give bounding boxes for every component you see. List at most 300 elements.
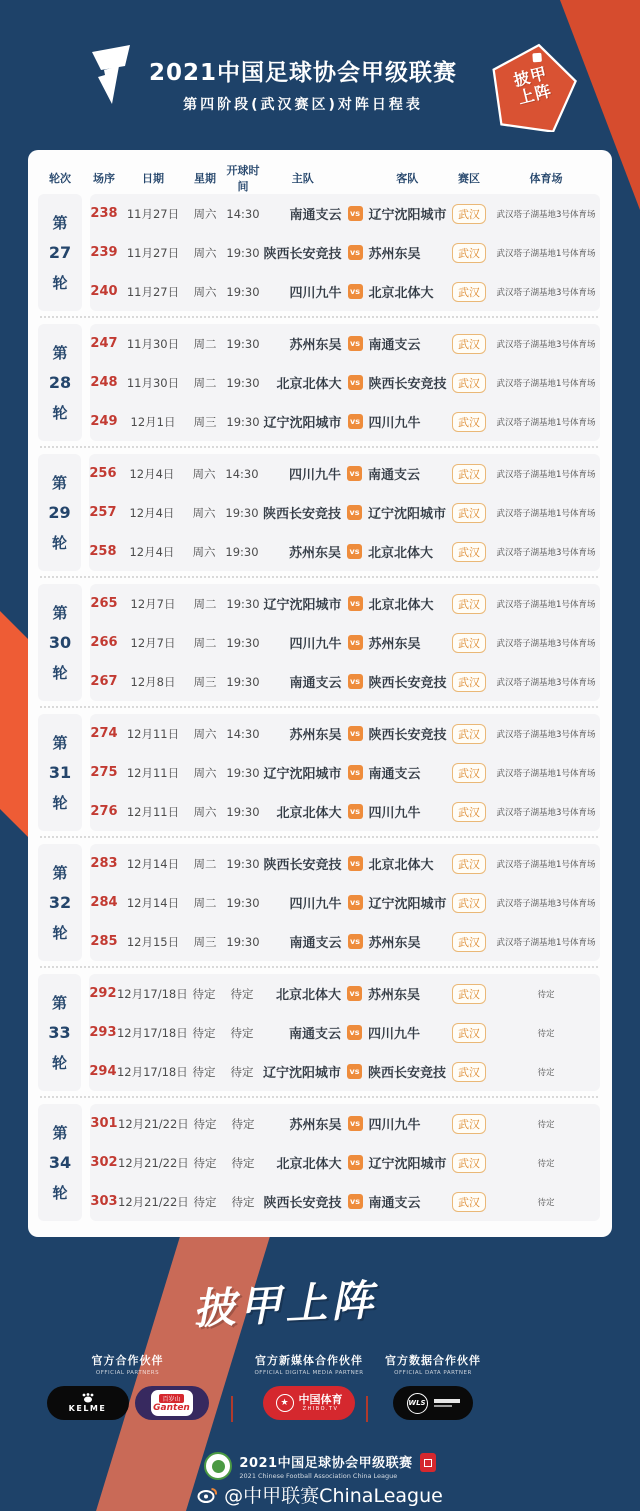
- round-block: [38, 974, 600, 1091]
- region-badge: 武汉: [452, 243, 486, 263]
- away-team: 陕西长安竞技: [367, 1066, 446, 1081]
- match-number: 276: [90, 804, 118, 819]
- match-weekday: 待定: [193, 1155, 217, 1170]
- kickoff-time: 19:30: [226, 375, 260, 390]
- region-badge: 武汉: [452, 633, 486, 653]
- home-team: 辽宁沈阳城市: [263, 767, 342, 782]
- home-team: 辽宁沈阳城市: [262, 1066, 341, 1081]
- round-number: 29: [48, 503, 71, 522]
- match-date: 12月21/22日: [118, 1194, 189, 1209]
- stadium: 武汉塔子湖基地1号体育场: [496, 417, 596, 428]
- round-char: 第: [52, 214, 68, 232]
- round-char: 第: [52, 864, 68, 882]
- region-cell: [446, 1023, 492, 1043]
- gutter: [82, 584, 90, 701]
- match-number: 285: [90, 934, 118, 949]
- match-row: [90, 662, 600, 701]
- away-team: 北京北体大: [367, 546, 433, 561]
- away-team-cell: [368, 464, 446, 483]
- match-date: 12月7日: [130, 596, 176, 611]
- kickoff-time: 14:30: [226, 726, 260, 741]
- region-cell: [446, 854, 492, 874]
- zhibo-tv-logo: [263, 1386, 355, 1420]
- region-cell: [446, 1192, 492, 1212]
- region-badge: 武汉: [452, 1153, 486, 1173]
- match-row: [89, 532, 600, 571]
- kickoff-time: 19:30: [226, 336, 260, 351]
- stadium: 武汉塔子湖基地3号体育场: [496, 638, 596, 649]
- match-row: [90, 883, 600, 922]
- gutter: [82, 194, 90, 311]
- region-badge: 武汉: [452, 984, 486, 1004]
- home-team-cell: [264, 802, 342, 821]
- kickoff-time: 14:30: [225, 466, 259, 481]
- col-header: 轮次: [49, 172, 71, 185]
- poster-subtitle: 第四阶段(武汉赛区)对阵日程表: [183, 97, 423, 113]
- vs-badge: vs: [347, 505, 362, 520]
- match-number: 292: [89, 986, 117, 1001]
- ganten-cn-label: 百岁山: [159, 1394, 183, 1403]
- region-badge: 武汉: [452, 542, 486, 562]
- vs-badge: vs: [348, 336, 363, 351]
- star-icon: ★: [276, 1394, 294, 1412]
- away-team: 四川九牛: [368, 416, 421, 431]
- away-team-cell: [369, 672, 447, 691]
- vs-badge: vs: [348, 1194, 363, 1209]
- match-date: 12月11日: [126, 726, 180, 741]
- match-weekday: 周六: [193, 206, 217, 221]
- away-team-cell: [369, 243, 447, 262]
- partner-subheading: OFFICIAL DATA PARTNER: [394, 1370, 472, 1376]
- away-team: 苏州东吴: [368, 637, 421, 652]
- round-matches: [90, 1104, 600, 1221]
- vs-badge: vs: [347, 1025, 362, 1040]
- match-number: 239: [90, 245, 118, 260]
- zhibo-cn-label: 中国体育: [298, 1392, 343, 1406]
- round-number: 34: [48, 1153, 72, 1172]
- away-team: 四川九牛: [368, 806, 421, 821]
- home-team-cell: [263, 542, 341, 561]
- weibo-icon: [197, 1486, 219, 1503]
- home-team-cell: [264, 1192, 342, 1211]
- round-label: [38, 1104, 82, 1221]
- partner-group-digital-media: [245, 1352, 373, 1420]
- home-team: 陕西长安竞技: [263, 247, 342, 262]
- region-badge: 武汉: [452, 334, 486, 354]
- match-weekday: 周六: [192, 466, 216, 481]
- kickoff-time: 待定: [230, 986, 254, 1001]
- kickoff-time: 19:30: [226, 765, 260, 780]
- match-number: 267: [90, 674, 118, 689]
- away-team-cell: [369, 854, 447, 873]
- partner-divider: [366, 1396, 368, 1422]
- match-row: [90, 1182, 600, 1221]
- match-weekday: 周二: [193, 895, 217, 910]
- away-team-cell: [369, 373, 447, 392]
- away-team-cell: [369, 204, 447, 223]
- match-number: 266: [90, 635, 118, 650]
- round-label: [38, 844, 82, 961]
- home-team: 陕西长安竞技: [262, 507, 341, 522]
- kickoff-time: 19:30: [226, 674, 260, 689]
- away-team: 四川九牛: [368, 1118, 421, 1133]
- match-number: 258: [89, 544, 117, 559]
- round-block: [38, 454, 600, 571]
- zhibo-en-label: ZHIBO.TV: [302, 1406, 339, 1413]
- match-number: 294: [89, 1064, 117, 1079]
- region-cell: [446, 802, 492, 822]
- match-number: 257: [89, 505, 117, 520]
- away-team: 四川九牛: [367, 1027, 420, 1042]
- away-team: 苏州东吴: [368, 936, 421, 951]
- match-weekday: 周六: [193, 284, 217, 299]
- kickoff-time: 待定: [230, 1025, 254, 1040]
- ganten-en-label: Ganten: [153, 1402, 190, 1413]
- round-matches: [90, 714, 600, 831]
- kickoff-time: 待定: [231, 1116, 255, 1131]
- away-team-cell: [369, 633, 447, 652]
- match-weekday: 周六: [193, 245, 217, 260]
- poster-titles: [148, 54, 458, 114]
- away-team: 南通支云: [368, 1196, 421, 1211]
- match-date: 12月4日: [129, 505, 175, 520]
- away-team: 陕西长安竞技: [368, 728, 447, 743]
- home-team: 北京北体大: [276, 1157, 342, 1172]
- weibo-handle: @中甲联赛ChinaLeague: [224, 1485, 443, 1507]
- away-team-cell: [369, 1192, 447, 1211]
- region-badge: 武汉: [452, 282, 486, 302]
- region-cell: [446, 893, 492, 913]
- match-date: 12月14日: [126, 895, 180, 910]
- match-date: 12月11日: [126, 804, 180, 819]
- col-header: 赛区: [458, 172, 480, 185]
- round-separator: [40, 576, 598, 578]
- match-number: 275: [90, 765, 118, 780]
- stadium: 待定: [537, 1067, 555, 1078]
- round-matches: [90, 844, 600, 961]
- home-team: 南通支云: [289, 936, 342, 951]
- match-row: [90, 402, 600, 441]
- stadium: 待定: [537, 1028, 555, 1039]
- home-team: 陕西长安竞技: [263, 858, 342, 873]
- away-team-cell: [369, 594, 447, 613]
- rounds-container: [38, 194, 600, 1221]
- match-weekday: 周六: [193, 804, 217, 819]
- schedule-table: [28, 150, 612, 1237]
- vs-badge: vs: [348, 765, 363, 780]
- home-team: 四川九牛: [289, 897, 342, 912]
- vs-badge: vs: [348, 726, 363, 741]
- gutter: [82, 844, 90, 961]
- vs-badge: vs: [348, 804, 363, 819]
- weibo-handle-row: [0, 1481, 640, 1508]
- round-number: 32: [48, 893, 72, 912]
- vs-badge: vs: [347, 466, 362, 481]
- kickoff-time: 19:30: [226, 804, 260, 819]
- league-red-mark-icon: [420, 1453, 436, 1472]
- match-number: 293: [89, 1025, 117, 1040]
- kickoff-time: 待定: [231, 1155, 255, 1170]
- round-separator: [40, 1096, 598, 1098]
- stadium: 武汉塔子湖基地1号体育场: [496, 508, 596, 519]
- round-label: [38, 584, 82, 701]
- match-row: [90, 922, 600, 961]
- region-cell: [446, 243, 492, 263]
- away-team: 苏州东吴: [368, 247, 421, 262]
- stadium: 武汉塔子湖基地1号体育场: [496, 768, 596, 779]
- vs-badge: vs: [348, 895, 363, 910]
- match-date: 12月17/18日: [116, 986, 188, 1001]
- region-badge: 武汉: [452, 412, 486, 432]
- china-league-crest-icon: [204, 1452, 232, 1480]
- round-number: 31: [48, 763, 72, 782]
- vs-badge: vs: [348, 284, 363, 299]
- match-row: [90, 194, 600, 233]
- stadium: 武汉塔子湖基地1号体育场: [496, 599, 596, 610]
- away-team: 辽宁沈阳城市: [367, 507, 446, 522]
- round-char: 第: [52, 474, 68, 492]
- vs-badge: vs: [348, 1116, 363, 1131]
- vs-badge: vs: [348, 596, 363, 611]
- league-name-cn: 2021中国足球协会甲级联赛: [239, 1456, 413, 1471]
- match-row: [89, 454, 600, 493]
- region-badge: 武汉: [452, 1062, 486, 1082]
- round-label: [38, 714, 82, 831]
- round-label: [38, 324, 82, 441]
- round-separator: [40, 446, 598, 448]
- kickoff-time: 19:30: [226, 284, 260, 299]
- match-date: 12月15日: [126, 934, 180, 949]
- away-team-cell: [369, 893, 447, 912]
- kickoff-time: 19:30: [226, 596, 260, 611]
- region-badge: 武汉: [452, 672, 486, 692]
- round-block: [38, 194, 600, 311]
- home-team: 四川九牛: [289, 286, 342, 301]
- region-cell: [446, 204, 492, 224]
- match-number: 301: [90, 1116, 118, 1131]
- vs-badge: vs: [348, 635, 363, 650]
- stadium: 武汉塔子湖基地3号体育场: [496, 209, 596, 220]
- match-row: [90, 324, 600, 363]
- match-row: [90, 623, 600, 662]
- region-badge: 武汉: [452, 854, 486, 874]
- vs-badge: vs: [347, 544, 362, 559]
- away-team: 辽宁沈阳城市: [368, 1157, 447, 1172]
- away-team-cell: [369, 1114, 447, 1133]
- match-number: 303: [90, 1194, 118, 1209]
- region-badge: 武汉: [452, 594, 486, 614]
- kickoff-time: 14:30: [226, 206, 260, 221]
- region-cell: [446, 594, 492, 614]
- home-team-cell: [264, 633, 342, 652]
- col-header: 主队: [291, 172, 314, 185]
- match-row: [90, 792, 600, 831]
- stadium: 待定: [537, 1119, 555, 1130]
- away-team: 辽宁沈阳城市: [368, 208, 447, 223]
- region-cell: [446, 633, 492, 653]
- home-team-cell: [264, 373, 342, 392]
- match-number: 240: [90, 284, 118, 299]
- round-matches: [90, 324, 600, 441]
- home-team: 南通支云: [289, 208, 342, 223]
- home-team-cell: [264, 204, 342, 223]
- home-team-cell: [263, 984, 341, 1003]
- col-header: 开球时间: [226, 164, 260, 193]
- match-weekday: 周六: [192, 544, 216, 559]
- region-cell: [446, 503, 492, 523]
- stadium: 武汉塔子湖基地1号体育场: [496, 248, 596, 259]
- region-cell: [446, 1062, 492, 1082]
- vs-badge: vs: [347, 986, 362, 1001]
- away-team-cell: [369, 334, 447, 353]
- match-row: [90, 1143, 600, 1182]
- match-weekday: 周二: [193, 856, 217, 871]
- col-header: 日期: [142, 172, 164, 185]
- home-team-cell: [264, 594, 342, 613]
- round-separator: [40, 706, 598, 708]
- away-team-cell: [369, 1153, 447, 1172]
- region-cell: [446, 464, 492, 484]
- kickoff-time: 19:30: [226, 856, 260, 871]
- home-team: 陕西长安竞技: [263, 1196, 342, 1211]
- partner-heading: 官方数据合作伙伴: [385, 1354, 481, 1367]
- home-team: 辽宁沈阳城市: [263, 598, 342, 613]
- match-weekday: 周三: [193, 934, 217, 949]
- round-separator: [40, 966, 598, 968]
- away-team: 南通支云: [367, 468, 420, 483]
- vs-badge: vs: [348, 414, 363, 429]
- region-cell: [446, 1153, 492, 1173]
- col-header: 星期: [194, 172, 216, 185]
- region-badge: 武汉: [452, 204, 486, 224]
- gutter: [82, 1104, 90, 1221]
- col-header: 体育场: [529, 172, 563, 185]
- region-cell: [446, 412, 492, 432]
- away-team: 北京北体大: [368, 286, 434, 301]
- round-label: [38, 454, 81, 571]
- region-badge: 武汉: [452, 932, 486, 952]
- match-date: 12月8日: [130, 674, 176, 689]
- match-weekday: 待定: [193, 1116, 217, 1131]
- region-badge: 武汉: [452, 503, 486, 523]
- match-date: 11月27日: [126, 206, 180, 221]
- stadium: 武汉塔子湖基地3号体育场: [496, 807, 596, 818]
- away-team-cell: [368, 984, 446, 1003]
- match-row: [89, 493, 600, 532]
- kelme-logo: [47, 1386, 129, 1420]
- match-weekday: 周三: [193, 674, 217, 689]
- round-char: 轮: [52, 1184, 68, 1202]
- home-team-cell: [263, 1062, 341, 1081]
- match-date: 12月21/22日: [118, 1116, 189, 1131]
- stadium: 武汉塔子湖基地3号体育场: [496, 729, 596, 740]
- home-team: 北京北体大: [276, 377, 342, 392]
- region-cell: [446, 282, 492, 302]
- home-team: 苏州东吴: [289, 728, 342, 743]
- stadium: 武汉塔子湖基地3号体育场: [496, 287, 596, 298]
- match-weekday: 待定: [192, 986, 216, 1001]
- away-team-cell: [369, 282, 447, 301]
- wls-wordmark: [434, 1399, 460, 1407]
- stadium: 武汉塔子湖基地3号体育场: [496, 677, 596, 688]
- match-date: 12月21/22日: [118, 1155, 189, 1170]
- match-date: 12月11日: [126, 765, 180, 780]
- partner-group-official: [30, 1352, 225, 1420]
- partner-subheading: OFFICIAL PARTNERS: [95, 1370, 160, 1376]
- match-date: 11月30日: [126, 336, 180, 351]
- round-matches: [89, 974, 600, 1091]
- round-char: 轮: [52, 664, 68, 682]
- col-header: 客队: [396, 172, 419, 185]
- match-number: 238: [90, 206, 118, 221]
- away-team: 苏州东吴: [367, 988, 420, 1003]
- region-cell: [446, 763, 492, 783]
- vs-badge: vs: [348, 375, 363, 390]
- match-row: [89, 1052, 600, 1091]
- col-header: 场序: [93, 172, 115, 185]
- round-block: [38, 714, 600, 831]
- paw-icon: [80, 1393, 96, 1403]
- match-weekday: 周二: [193, 596, 217, 611]
- stadium: 武汉塔子湖基地1号体育场: [496, 378, 596, 389]
- region-badge: 武汉: [452, 724, 486, 744]
- match-row: [90, 272, 600, 311]
- match-weekday: 待定: [193, 1194, 217, 1209]
- round-block: [38, 1104, 600, 1221]
- region-cell: [446, 984, 492, 1004]
- round-char: 轮: [52, 404, 68, 422]
- match-number: 302: [90, 1155, 118, 1170]
- home-team: 苏州东吴: [289, 338, 342, 353]
- home-team: 苏州东吴: [288, 546, 341, 561]
- match-number: 265: [90, 596, 118, 611]
- round-char: 轮: [52, 924, 68, 942]
- vs-badge: vs: [347, 1064, 362, 1079]
- stadium: 待定: [537, 989, 555, 1000]
- home-team: 辽宁沈阳城市: [263, 416, 342, 431]
- stadium: 武汉塔子湖基地3号体育场: [496, 898, 596, 909]
- match-weekday: 周六: [193, 726, 217, 741]
- match-date: 12月4日: [129, 544, 175, 559]
- region-badge: 武汉: [452, 763, 486, 783]
- region-badge: 武汉: [452, 373, 486, 393]
- match-date: 11月27日: [126, 245, 180, 260]
- match-date: 12月7日: [130, 635, 176, 650]
- round-char: 第: [52, 1124, 68, 1142]
- home-team-cell: [263, 464, 341, 483]
- home-team-cell: [264, 1114, 342, 1133]
- kickoff-time: 19:30: [225, 505, 259, 520]
- wls-logo: [393, 1386, 473, 1420]
- partner-heading: 官方合作伙伴: [91, 1354, 164, 1367]
- home-team-cell: [264, 763, 342, 782]
- slogan-calligraphy: 披甲上阵: [191, 1275, 379, 1334]
- kelme-label: KELME: [68, 1404, 107, 1413]
- round-char: 轮: [52, 1054, 68, 1072]
- round-number: 30: [48, 633, 72, 652]
- home-team-cell: [264, 282, 342, 301]
- home-team-cell: [264, 893, 342, 912]
- round-block: [38, 844, 600, 961]
- round-block: [38, 324, 600, 441]
- home-team-cell: [264, 243, 342, 262]
- region-cell: [446, 542, 492, 562]
- round-char: 第: [52, 604, 68, 622]
- china-league-logo-icon: [88, 44, 134, 106]
- away-team-cell: [369, 932, 447, 951]
- away-team: 北京北体大: [368, 858, 434, 873]
- campaign-badge: [488, 42, 578, 132]
